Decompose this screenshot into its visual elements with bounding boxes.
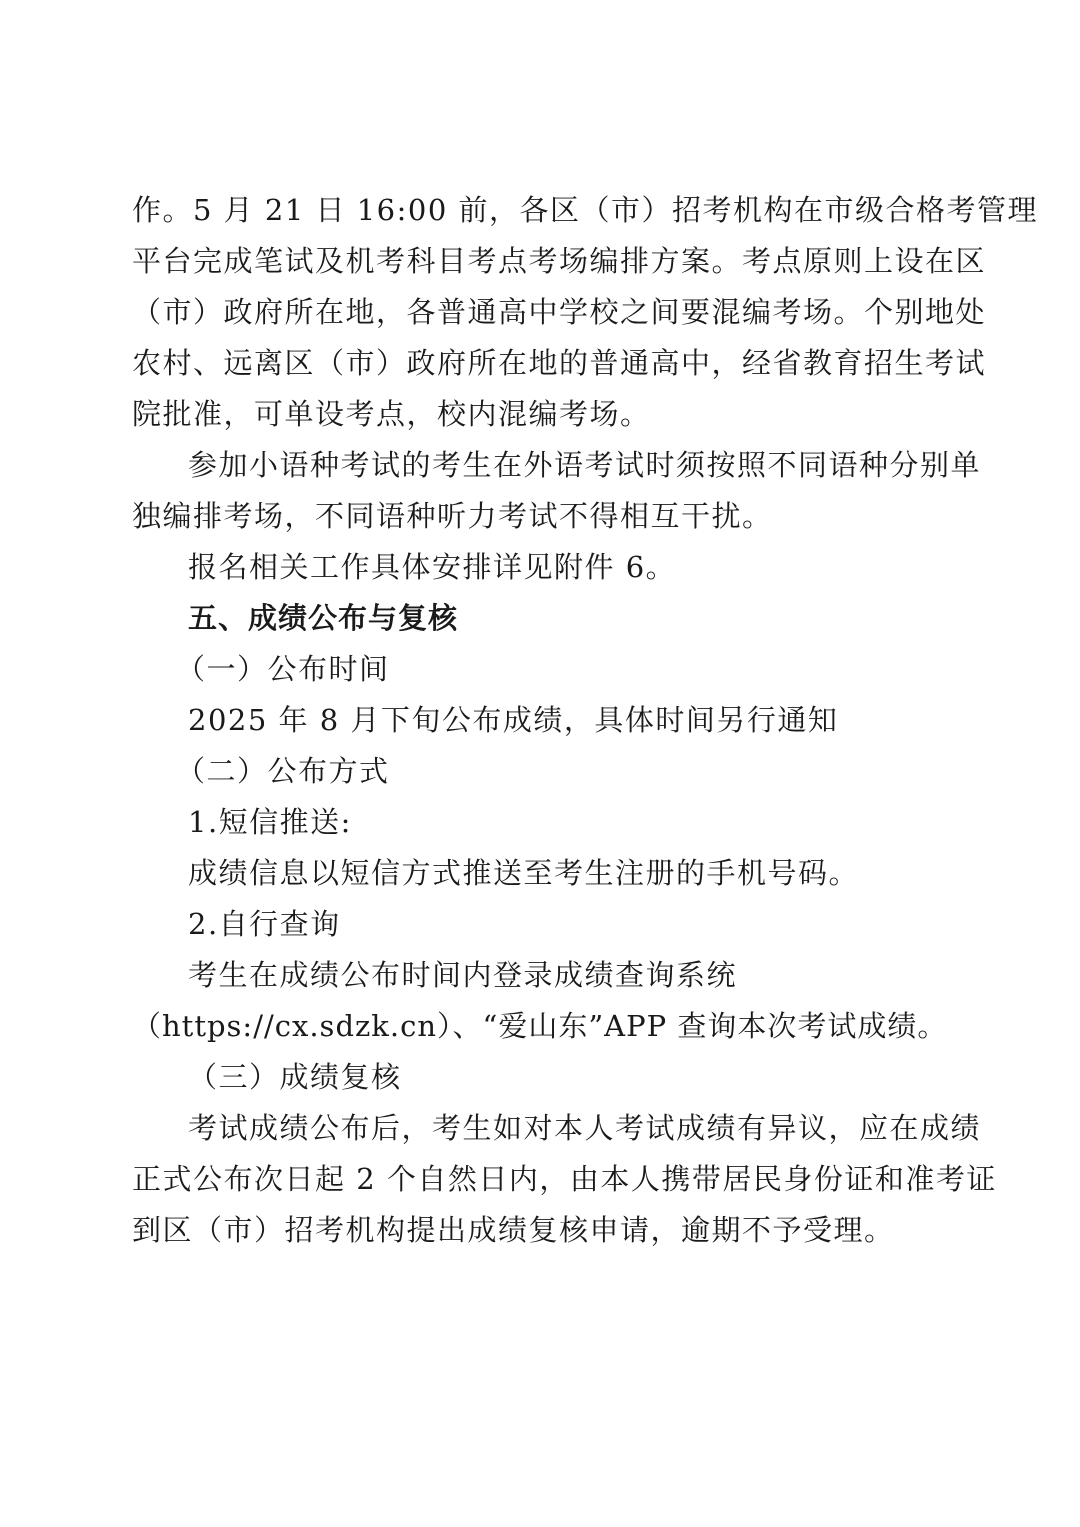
section-heading: 五、成绩公布与复核 (188, 601, 459, 635)
item-heading: 1.短信推送: (188, 805, 352, 839)
paragraph-line: 成绩信息以短信方式推送至考生注册的手机号码。 (188, 856, 860, 890)
paragraph-line: 平台完成笔试及机考科目考点考场编排方案。考点原则上设在区 (132, 244, 987, 278)
paragraph-line: 正式公布次日起 2 个自然日内，由本人携带居民身份证和准考证 (132, 1162, 997, 1196)
paragraph-line: 到区（市）招考机构提出成绩复核申请，逾期不予受理。 (132, 1213, 895, 1247)
paragraph-line: （https://cx.sdzk.cn）、“爱山东”APP 查询本次考试成绩。 (132, 1009, 948, 1043)
paragraph-line: （市）政府所在地，各普通高中学校之间要混编考场。个别地处 (132, 295, 987, 329)
subsection-heading: （二）公布方式 (176, 754, 390, 788)
subsection-heading: （三）成绩复核 (188, 1060, 402, 1094)
paragraph-line: 院批准，可单设考点，校内混编考场。 (132, 397, 651, 431)
paragraph-line: 农村、远离区（市）政府所在地的普通高中，经省教育招生考试 (132, 346, 987, 380)
paragraph-line: 2025 年 8 月下旬公布成绩，具体时间另行通知 (188, 703, 839, 737)
subsection-heading: （一）公布时间 (176, 652, 390, 686)
paragraph-line: 独编排考场，不同语种听力考试不得相互干扰。 (132, 499, 773, 533)
paragraph-line: 考生在成绩公布时间内登录成绩查询系统 (188, 958, 738, 992)
paragraph-line: 作。5 月 21 日 16:00 前，各区（市）招考机构在市级合格考管理 (132, 193, 1039, 227)
item-heading: 2.自行查询 (188, 907, 341, 941)
paragraph-line: 报名相关工作具体安排详见附件 6。 (188, 550, 677, 584)
paragraph-line: 考试成绩公布后，考生如对本人考试成绩有异议，应在成绩 (188, 1111, 982, 1145)
paragraph-line: 参加小语种考试的考生在外语考试时须按照不同语种分别单 (188, 448, 982, 482)
